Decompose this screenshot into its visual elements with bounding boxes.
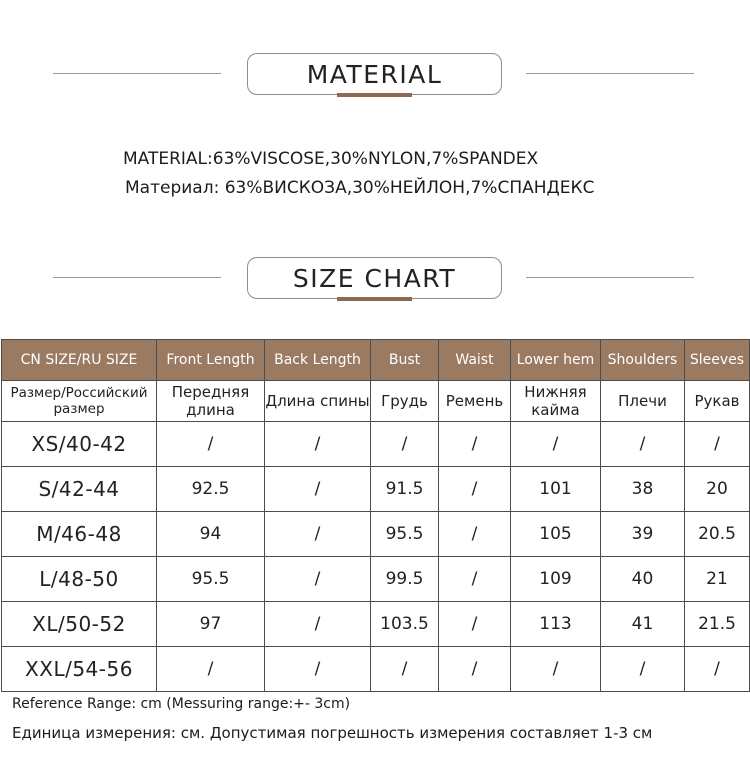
table-cell: 94 [157, 512, 265, 557]
table-cell: 99.5 [371, 557, 439, 602]
table-cell: 20 [685, 467, 750, 512]
ru-header-cell-waist: Ремень [439, 381, 511, 422]
ru-header-cell-sleeves: Рукав [685, 381, 750, 422]
table-cell: / [439, 557, 511, 602]
material-composition-en: MATERIAL:63%VISCOSE,30%NYLON,7%SPANDEX [123, 149, 539, 169]
table-cell: 40 [601, 557, 685, 602]
size-chart-table [1, 339, 750, 692]
table-row [2, 512, 750, 557]
table-cell: / [265, 467, 371, 512]
table-cell: 95.5 [371, 512, 439, 557]
table-cell: / [439, 422, 511, 467]
table-cell: / [157, 422, 265, 467]
header-cell-size: CN SIZE/RU SIZE [2, 340, 157, 381]
size-chart-section-title: SIZE CHART [247, 257, 502, 299]
table-cell: XS/40-42 [2, 422, 157, 467]
ru-header-cell-size: Размер/Российский размер [2, 381, 157, 422]
material-divider-left [53, 73, 221, 74]
size-chart-title-underbar [337, 297, 412, 301]
table-cell: / [265, 557, 371, 602]
table-cell: / [265, 422, 371, 467]
table-row [2, 647, 750, 692]
ru-header-cell-back-length: Длина спины [265, 381, 371, 422]
measurement-unit-note-ru: Единица измерения: см. Допустимая погрешность измерения составляет 1-3 см [12, 724, 653, 742]
table-cell: 92.5 [157, 467, 265, 512]
material-section-title: MATERIAL [247, 53, 502, 95]
ru-header-cell-lower-hem: Нижняя кайма [511, 381, 601, 422]
size-chart-divider-left [53, 277, 221, 278]
table-cell: 97 [157, 602, 265, 647]
header-cell-bust: Bust [371, 340, 439, 381]
table-cell: / [371, 647, 439, 692]
table-cell: / [439, 647, 511, 692]
table-cell: M/46-48 [2, 512, 157, 557]
table-cell: 20.5 [685, 512, 750, 557]
material-divider-right [526, 73, 694, 74]
table-cell: 103.5 [371, 602, 439, 647]
table-cell: / [601, 647, 685, 692]
table-cell: / [157, 647, 265, 692]
table-cell: / [439, 467, 511, 512]
table-cell: / [371, 422, 439, 467]
table-cell: XL/50-52 [2, 602, 157, 647]
table-row [2, 557, 750, 602]
header-cell-waist: Waist [439, 340, 511, 381]
table-cell: / [439, 602, 511, 647]
table-cell: L/48-50 [2, 557, 157, 602]
material-title-underbar [337, 93, 412, 97]
table-cell: 39 [601, 512, 685, 557]
table-cell: / [685, 647, 750, 692]
reference-range-note: Reference Range: cm (Messuring range:+- 3cm) [12, 696, 351, 712]
table-cell: / [511, 422, 601, 467]
table-row [2, 602, 750, 647]
table-cell: 91.5 [371, 467, 439, 512]
table-header-row [2, 340, 750, 381]
table-cell: 113 [511, 602, 601, 647]
table-ru-header-row [2, 381, 750, 422]
material-composition-ru: Материал: 63%ВИСКОЗА,30%НЕЙЛОН,7%СПАНДЕКС [125, 178, 595, 198]
table-cell: 38 [601, 467, 685, 512]
table-cell: / [439, 512, 511, 557]
table-cell: 105 [511, 512, 601, 557]
header-cell-shoulders: Shoulders [601, 340, 685, 381]
ru-header-cell-bust: Грудь [371, 381, 439, 422]
table-row [2, 422, 750, 467]
table-cell: / [265, 647, 371, 692]
table-cell: 21 [685, 557, 750, 602]
table-cell: 21.5 [685, 602, 750, 647]
table-cell: 101 [511, 467, 601, 512]
table-cell: / [685, 422, 750, 467]
table-cell: XXL/54-56 [2, 647, 157, 692]
table-cell: / [511, 647, 601, 692]
table-cell: / [601, 422, 685, 467]
header-cell-lower-hem: Lower hem [511, 340, 601, 381]
header-cell-front-length: Front Length [157, 340, 265, 381]
header-cell-back-length: Back Length [265, 340, 371, 381]
table-cell: 41 [601, 602, 685, 647]
table-cell: 109 [511, 557, 601, 602]
size-chart-divider-right [526, 277, 694, 278]
table-cell: S/42-44 [2, 467, 157, 512]
table-cell: / [265, 512, 371, 557]
ru-header-cell-front-length: Передняя длина [157, 381, 265, 422]
table-cell: / [265, 602, 371, 647]
header-cell-sleeves: Sleeves [685, 340, 750, 381]
table-cell: 95.5 [157, 557, 265, 602]
ru-header-cell-shoulders: Плечи [601, 381, 685, 422]
table-row [2, 467, 750, 512]
